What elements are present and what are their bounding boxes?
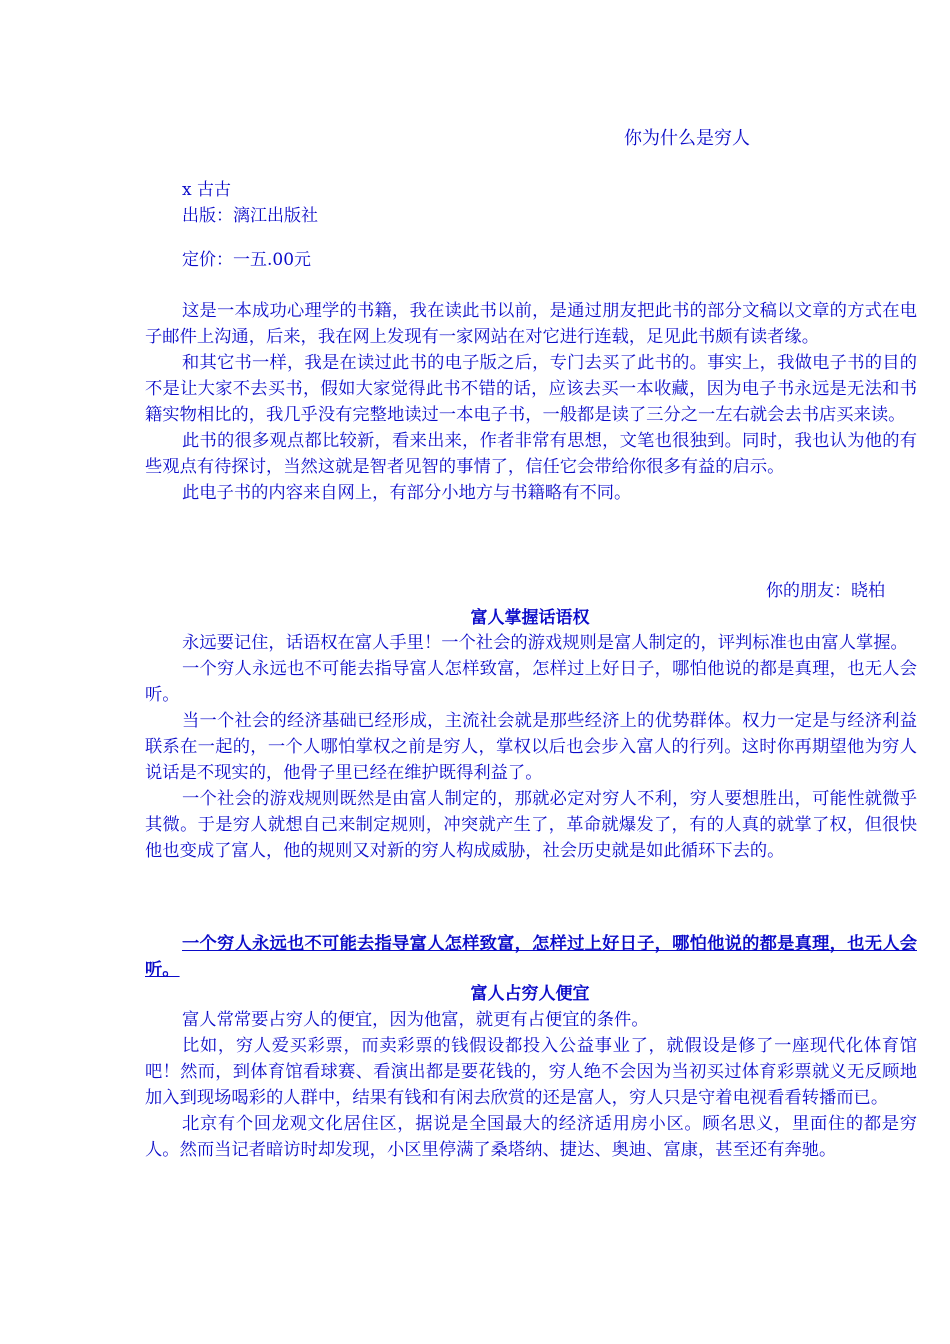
section-2-paragraph: 富人常常要占穷人的便宜，因为他富，就更有占便宜的条件。 (182, 1010, 649, 1030)
intro-paragraph: 和其它书一样，我是在读过此书的电子版之后，专门去买了此书的。事实上，我做电子书的目的不是让大家不去买书，假如大家觉得此书不错的话，应该去买一本收藏，因为电子书永远是无法和书籍实物相比的，我几乎没有完整地读过一本电子书，一般都是读了三分之一左右就会去书店买来读。 (145, 353, 917, 425)
intro-paragraph: 此书的很多观点都比较新，看来出来，作者非常有思想，文笔也很独到。同时，我也认为他的有些观点有待探讨，当然这就是智者见智的事情了，信任它会带给你很多有益的启示。 (145, 431, 917, 477)
section-2-paragraph: 比如，穷人爱买彩票，而卖彩票的钱假设都投入公益事业了，就假设是修了一座现代化体育馆吧！然而，到体育馆看球赛、看演出都是要花钱的，穷人绝不会因为当初买过体育彩票就义无反顾地加入到现场喝彩的人群中，结果有钱和有闲去欣赏的还是富人，穷人只是守着电视看看转播而已。 (145, 1036, 917, 1108)
section-1-paragraph: 永远要记住，话语权在富人手里！一个社会的游戏规则是富人制定的，评判标准也由富人掌握。 (182, 633, 908, 653)
section-1-body (145, 630, 917, 864)
quote-text: 一个穷人永远也不可能去指导富人怎样致富，怎样过上好日子，哪怕他说的都是真理，也无人会听。 (145, 934, 917, 980)
section-heading-2: 富人占穷人便宜 (470, 984, 590, 1004)
section-1-paragraph: 当一个社会的经济基础已经形成，主流社会就是那些经济上的优势群体。权力一定是与经济利益联系在一起的，一个人哪怕掌权之前是穷人，掌权以后也会步入富人的行列。这时你再期望他为穷人说话是不现实的，他骨子里已经在维护既得利益了。 (145, 711, 917, 783)
book-title: 你为什么是穷人 (624, 128, 750, 149)
section-1-paragraph: 一个社会的游戏规则既然是由富人制定的，那就必定对穷人不利，穷人要想胜出，可能性就微乎其微。于是穷人就想自己来制定规则，冲突就产生了，革命就爆发了，有的人真的就掌了权，但很快他也变成了富人，他的规则又对新的穷人构成威胁，社会历史就是如此循环下去的。 (145, 789, 917, 861)
highlighted-quote (145, 931, 917, 983)
intro-paragraph: 此电子书的内容来自网上，有部分小地方与书籍略有不同。 (182, 483, 632, 503)
intro-paragraph: 这是一本成功心理学的书籍，我在读此书以前，是通过朋友把此书的部分文稿以文章的方式在电子邮件上沟通，后来，我在网上发现有一家网站在对它进行连载，足见此书颇有读者缘。 (145, 301, 917, 347)
section-1-paragraph: 一个穷人永远也不可能去指导富人怎样致富，怎样过上好日子，哪怕他说的都是真理，也无人会听。 (145, 659, 917, 705)
section-2-paragraph: 北京有个回龙观文化居住区，据说是全国最大的经济适用房小区。顾名思义，里面住的都是穷人。然而当记者暗访时却发现，小区里停满了桑塔纳、捷达、奥迪、富康，甚至还有奔驰。 (145, 1114, 917, 1160)
section-2-body (145, 1007, 917, 1163)
price-line: 定价：一五.00元 (182, 250, 312, 270)
publisher-line: 出版：漓江出版社 (182, 206, 318, 226)
author-line: x 古古 (182, 180, 231, 200)
section-heading-1: 富人掌握话语权 (470, 608, 590, 628)
signature: 你的朋友：晓柏 (766, 581, 885, 601)
intro-section (145, 298, 917, 506)
